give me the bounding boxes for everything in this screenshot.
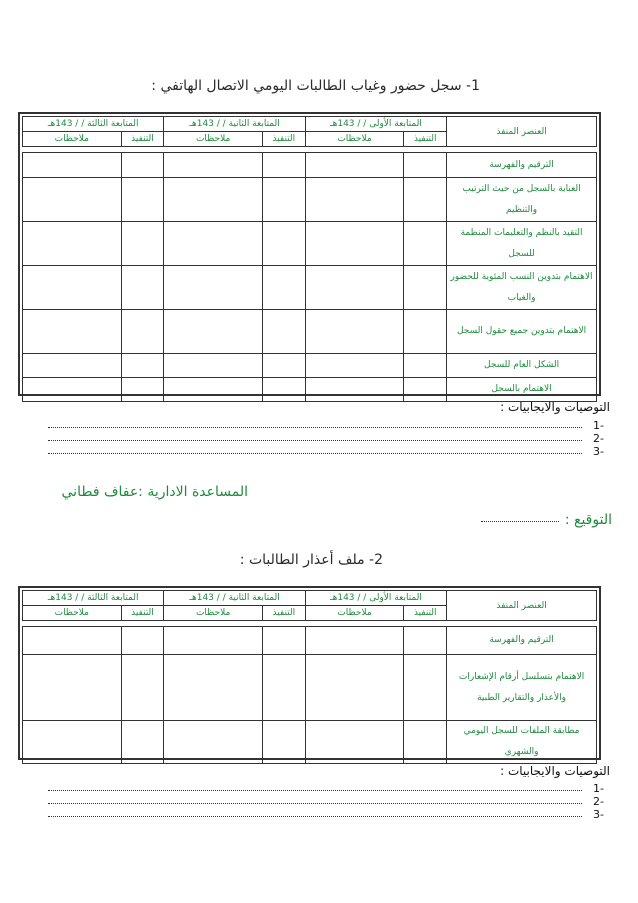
notes-cell[interactable] (23, 153, 122, 178)
table-row-label: مطابقة الملفات للسجل اليومي والشهري (447, 721, 597, 764)
notes-cell[interactable] (23, 721, 122, 764)
notes-cell[interactable] (305, 310, 404, 354)
followup-3-header: المتابعة الثالثة / / 143هـ (23, 117, 164, 132)
notes-cell[interactable] (164, 266, 263, 310)
exec-cell[interactable] (121, 627, 164, 655)
recommendations-label: التوصيات والايجابيات : (500, 400, 610, 414)
assistant-name: المساعدة الادارية :عفاف فطاني (61, 484, 248, 500)
exec-header: التنفيذ (404, 132, 447, 147)
recommendation-line[interactable]: -3 (48, 808, 604, 820)
recommendation-line[interactable]: -1 (48, 782, 604, 794)
notes-cell[interactable] (23, 354, 122, 378)
notes-cell[interactable] (305, 354, 404, 378)
exec-header: التنفيذ (121, 606, 164, 621)
exec-cell[interactable] (262, 310, 305, 354)
exec-cell[interactable] (121, 222, 164, 266)
recommendation-line[interactable]: -1 (48, 419, 604, 431)
exec-cell[interactable] (404, 378, 447, 402)
notes-cell[interactable] (164, 310, 263, 354)
exec-cell[interactable] (121, 378, 164, 402)
followup-1-header: المتابعة الأولى / / 143هـ (305, 591, 446, 606)
exec-cell[interactable] (262, 153, 305, 178)
exec-cell[interactable] (121, 655, 164, 721)
followup-3-header: المتابعة الثالثة / / 143هـ (23, 591, 164, 606)
element-header: العنصر المنفذ (447, 591, 597, 621)
exec-cell[interactable] (121, 266, 164, 310)
table-row-label: الاهتمام بتسلسل أرقام الإشعارات والأعذار والتقارير الطبية (447, 655, 597, 721)
exec-cell[interactable] (404, 178, 447, 222)
notes-cell[interactable] (164, 655, 263, 721)
signature-field[interactable] (481, 521, 559, 522)
exec-cell[interactable] (404, 655, 447, 721)
exec-cell[interactable] (262, 178, 305, 222)
notes-cell[interactable] (23, 222, 122, 266)
exec-header: التنفيذ (262, 606, 305, 621)
exec-cell[interactable] (262, 354, 305, 378)
table-row-label: الاهتمام بالسجل (447, 378, 597, 402)
notes-cell[interactable] (23, 627, 122, 655)
notes-cell[interactable] (164, 354, 263, 378)
notes-cell[interactable] (164, 153, 263, 178)
exec-header: التنفيذ (404, 606, 447, 621)
exec-header: التنفيذ (121, 132, 164, 147)
notes-cell[interactable] (305, 627, 404, 655)
notes-cell[interactable] (23, 378, 122, 402)
section1-table (22, 116, 597, 402)
exec-cell[interactable] (404, 222, 447, 266)
notes-header: ملاحظات (23, 132, 122, 147)
signature-label: التوقيع : (564, 512, 612, 528)
followup-1-header: المتابعة الأولى / / 143هـ (305, 117, 446, 132)
table-row-label: العناية بالسجل من حيث الترتيب والتنظيم (447, 178, 597, 222)
notes-cell[interactable] (305, 222, 404, 266)
table-row-label: الشكل العام للسجل (447, 354, 597, 378)
table-row-label: التقيد بالنظم والتعليمات المنظمة للسجل (447, 222, 597, 266)
notes-header: ملاحظات (23, 606, 122, 621)
notes-cell[interactable] (164, 178, 263, 222)
recommendations-label: التوصيات والايجابيات : (500, 764, 610, 778)
notes-cell[interactable] (164, 222, 263, 266)
recommendation-line[interactable]: -3 (48, 445, 604, 457)
exec-cell[interactable] (121, 153, 164, 178)
notes-cell[interactable] (23, 178, 122, 222)
exec-cell[interactable] (404, 627, 447, 655)
followup-2-header: المتابعة الثانية / / 143هـ (164, 117, 305, 132)
notes-cell[interactable] (164, 627, 263, 655)
notes-cell[interactable] (305, 266, 404, 310)
table-row-label: الاهتمام بتدوين جميع حقول السجل (447, 310, 597, 354)
notes-header: ملاحظات (305, 132, 404, 147)
section2-table (22, 590, 597, 764)
exec-cell[interactable] (121, 354, 164, 378)
followup-2-header: المتابعة الثانية / / 143هـ (164, 591, 305, 606)
exec-cell[interactable] (262, 378, 305, 402)
exec-cell[interactable] (121, 178, 164, 222)
exec-cell[interactable] (262, 266, 305, 310)
notes-cell[interactable] (305, 153, 404, 178)
notes-cell[interactable] (23, 655, 122, 721)
recommendation-line[interactable]: -2 (48, 432, 604, 444)
recommendation-line[interactable]: -2 (48, 795, 604, 807)
notes-cell[interactable] (305, 721, 404, 764)
notes-cell[interactable] (164, 721, 263, 764)
exec-cell[interactable] (404, 721, 447, 764)
notes-header: ملاحظات (164, 606, 263, 621)
section2-title: 2- ملف أعذار الطالبات : (239, 552, 383, 568)
notes-cell[interactable] (305, 655, 404, 721)
table-row-label: الترقيم والفهرسة (447, 153, 597, 178)
notes-cell[interactable] (164, 378, 263, 402)
notes-cell[interactable] (23, 266, 122, 310)
notes-cell[interactable] (23, 310, 122, 354)
table-row-label: الاهتمام بتدوين النسب المئوية للحضور والغياب (447, 266, 597, 310)
notes-header: ملاحظات (164, 132, 263, 147)
exec-header: التنفيذ (262, 132, 305, 147)
exec-cell[interactable] (121, 310, 164, 354)
exec-cell[interactable] (404, 310, 447, 354)
notes-cell[interactable] (305, 378, 404, 402)
element-header: العنصر المنفذ (447, 117, 597, 147)
exec-cell[interactable] (404, 153, 447, 178)
exec-cell[interactable] (262, 655, 305, 721)
notes-cell[interactable] (305, 178, 404, 222)
exec-cell[interactable] (262, 222, 305, 266)
exec-cell[interactable] (262, 721, 305, 764)
notes-header: ملاحظات (305, 606, 404, 621)
exec-cell[interactable] (262, 627, 305, 655)
exec-cell[interactable] (404, 266, 447, 310)
exec-cell[interactable] (121, 721, 164, 764)
table-row-label: الترقيم والفهرسة (447, 627, 597, 655)
section1-title: 1- سجل حضور وغياب الطالبات اليومي الاتصال الهاتفي : (151, 78, 480, 94)
exec-cell[interactable] (404, 354, 447, 378)
